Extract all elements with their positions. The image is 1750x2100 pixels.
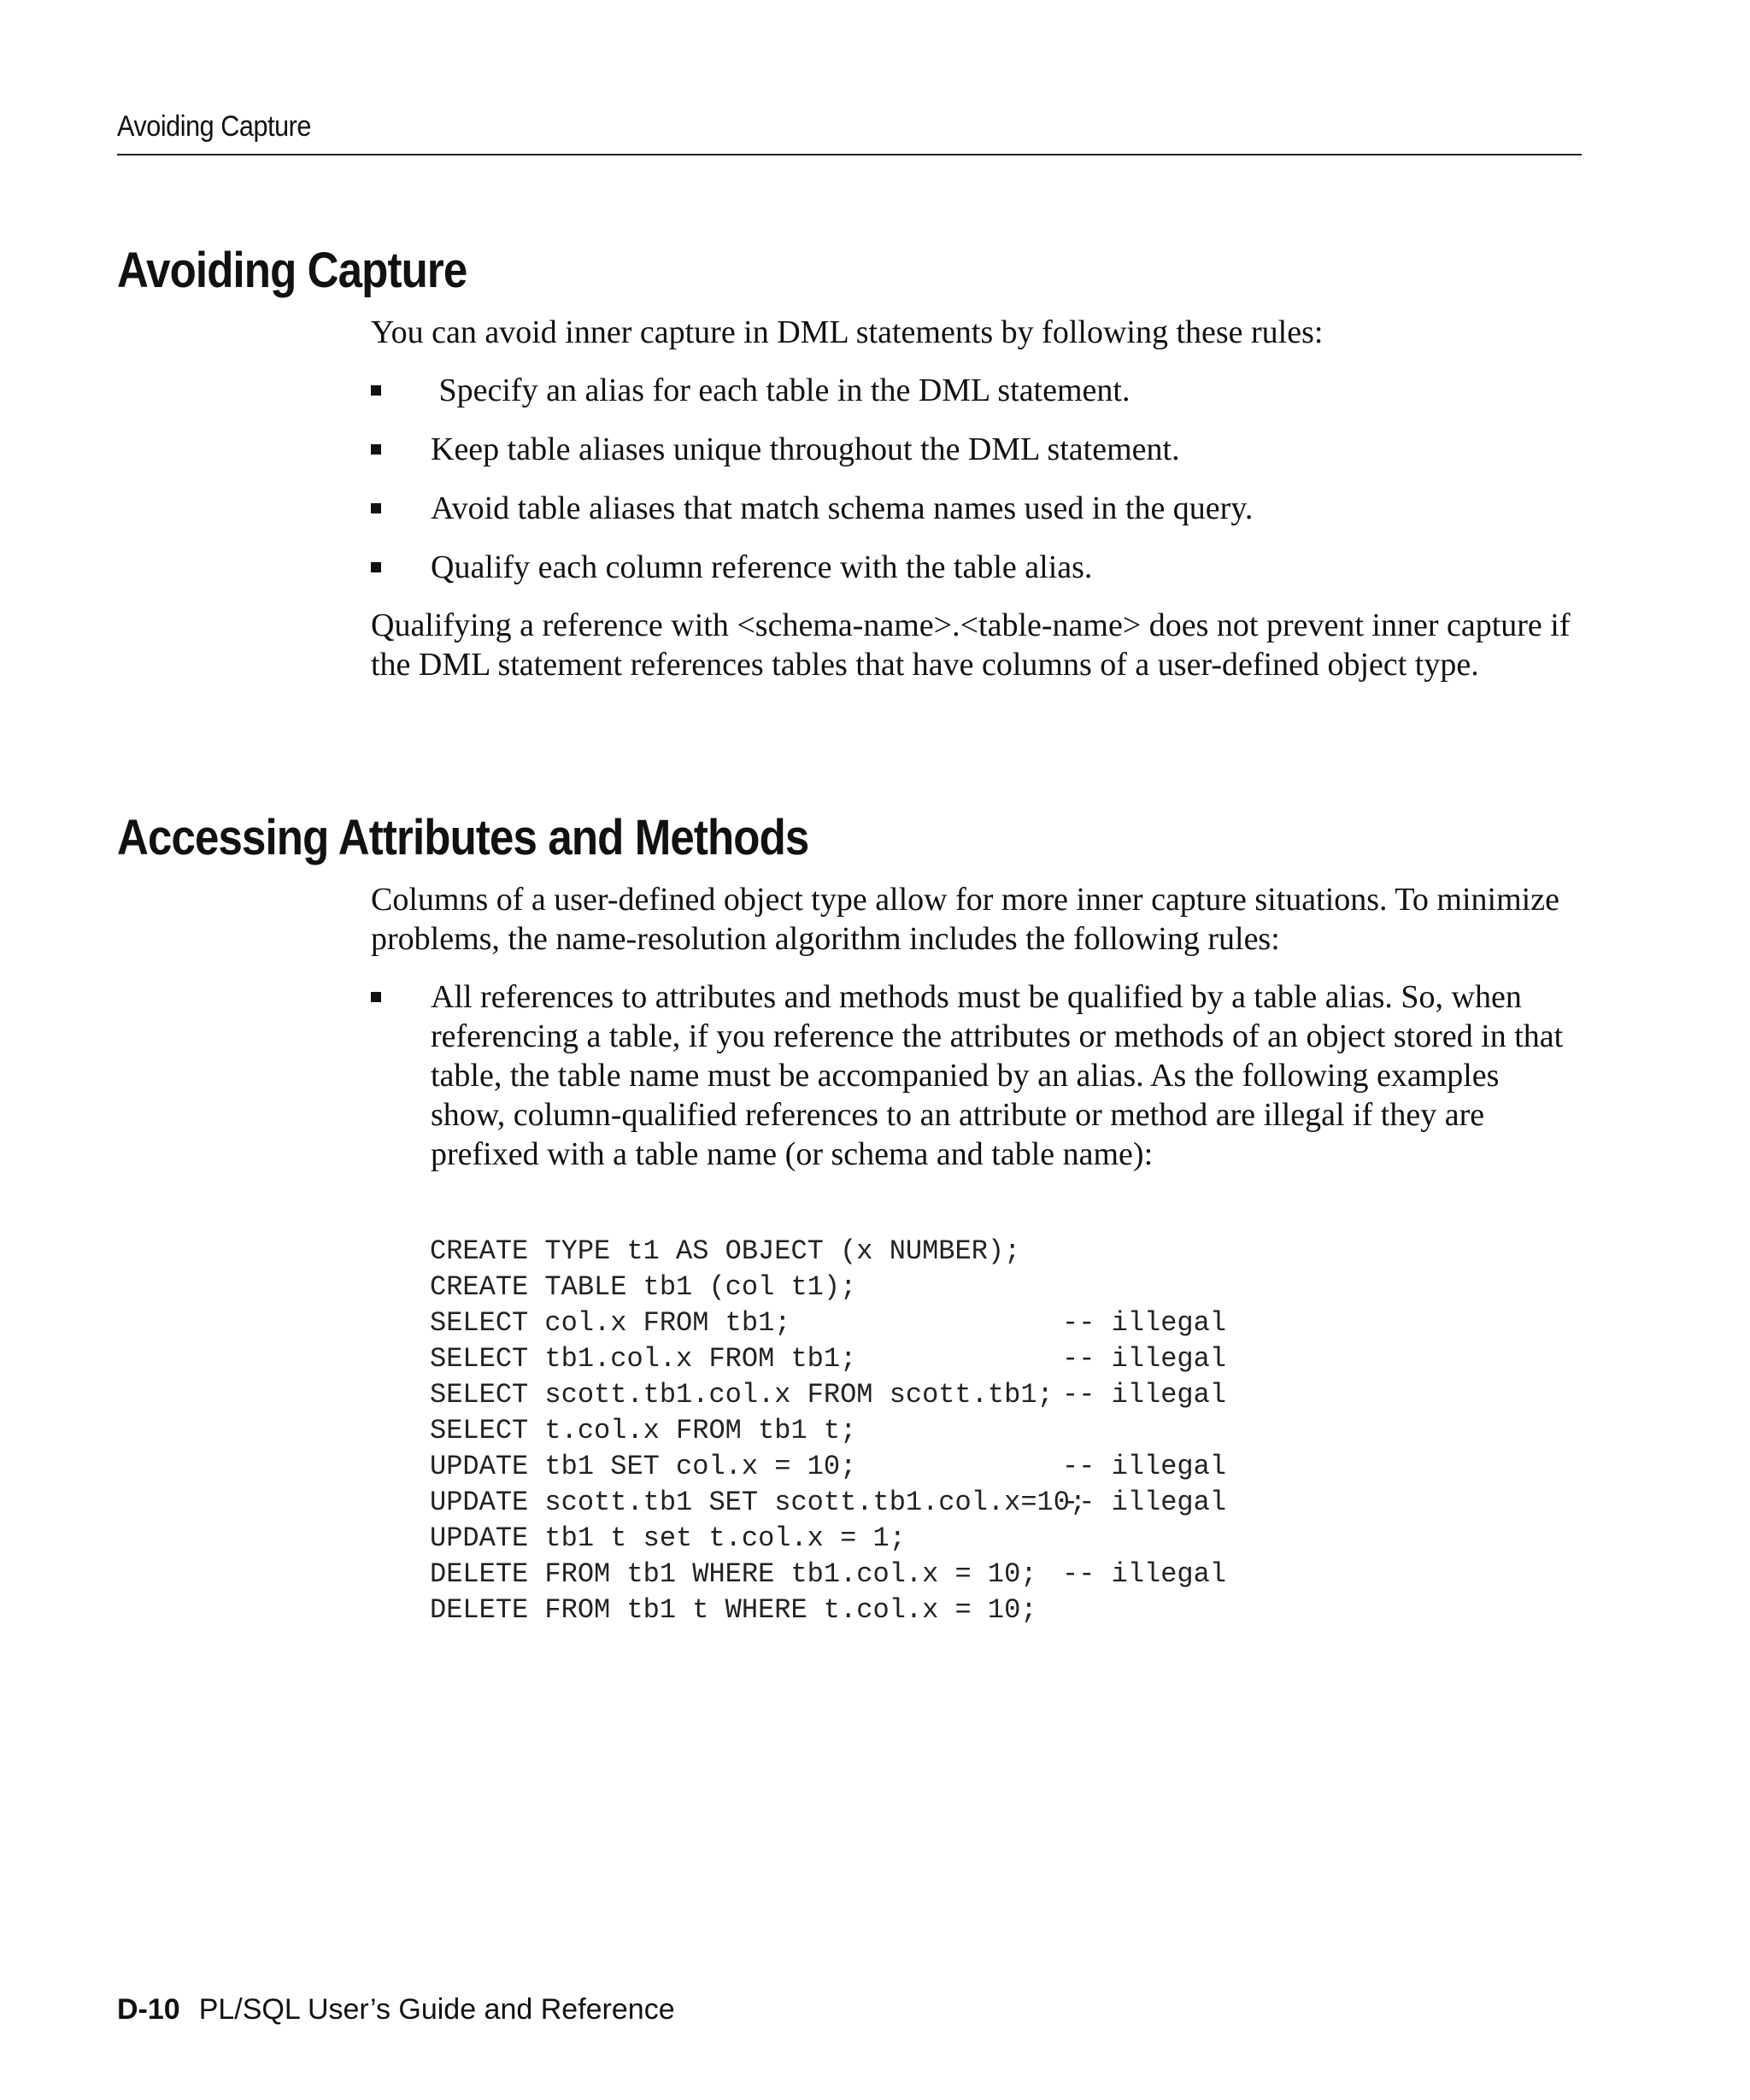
code-comment: -- illegal [1062, 1307, 1227, 1339]
list-item [371, 548, 1576, 587]
code-statement: SELECT col.x FROM tb1; [430, 1307, 791, 1339]
running-footer [117, 1991, 675, 2028]
avoiding-capture-body [371, 313, 1576, 684]
section-heading-accessing-attributes: Accessing Attributes and Methods [117, 810, 809, 865]
list-item-text: Specify an alias for each table in the DML statement. [431, 372, 1130, 408]
code-example [430, 1234, 1226, 1628]
list-item [371, 489, 1576, 528]
accessing-attributes-rules-list [371, 977, 1576, 1174]
list-item-text: Keep table aliases unique throughout the DML statement. [431, 431, 1180, 467]
avoiding-capture-rules-list [371, 371, 1576, 587]
code-line [430, 1449, 1226, 1485]
bullet-icon [371, 992, 381, 1002]
page-number: D-10 [117, 1993, 180, 2026]
code-statement: SELECT tb1.col.x FROM tb1; [430, 1343, 857, 1375]
code-line [430, 1521, 1226, 1557]
accessing-attributes-body [371, 880, 1576, 1174]
code-statement: UPDATE tb1 t set t.col.x = 1; [430, 1522, 906, 1554]
list-item [371, 371, 1576, 410]
code-statement: UPDATE tb1 SET col.x = 10; [430, 1451, 857, 1482]
schema-qualification-note: Qualifying a reference with <schema-name>.<table-name> does not prevent inner capture if the DML statement references tables that have columns of a user-defined object type. [371, 607, 1571, 683]
list-item [371, 977, 1576, 1174]
code-comment: -- illegal [1062, 1558, 1227, 1590]
code-statement: DELETE FROM tb1 WHERE tb1.col.x = 10; [430, 1558, 1037, 1590]
code-line [430, 1377, 1226, 1413]
bullet-icon [371, 503, 381, 513]
code-statement: CREATE TABLE tb1 (col t1); [430, 1271, 857, 1303]
avoiding-capture-intro: You can avoid inner capture in DML statements by following these rules: [371, 314, 1324, 350]
bullet-icon [371, 385, 381, 396]
running-header-title: Avoiding Capture [117, 110, 311, 143]
code-line [430, 1234, 1226, 1270]
code-statement: UPDATE scott.tb1 SET scott.tb1.col.x=10; [430, 1487, 1087, 1518]
code-line [430, 1413, 1226, 1449]
code-line [430, 1270, 1226, 1305]
code-comment: -- illegal [1062, 1379, 1227, 1411]
code-line [430, 1341, 1226, 1377]
list-item-text: All references to attributes and methods must be qualified by a table alias. So, when referencing a table, if you reference the attributes or methods of an object stored in that table, the table name must be accompanied by an alias. As the following examples show, column-qualified references to an attribute or method are illegal if they are prefixed with a table name (or schema and table name): [431, 979, 1564, 1172]
bullet-icon [371, 562, 381, 572]
code-line [430, 1557, 1226, 1593]
code-statement: SELECT t.col.x FROM tb1 t; [430, 1415, 857, 1446]
section-heading-avoiding-capture: Avoiding Capture [117, 243, 467, 298]
list-item-text: Avoid table aliases that match schema names used in the query. [431, 490, 1254, 526]
code-statement: CREATE TYPE t1 AS OBJECT (x NUMBER); [430, 1235, 1021, 1267]
code-statement: DELETE FROM tb1 t WHERE t.col.x = 10; [430, 1594, 1037, 1626]
bullet-icon [371, 444, 381, 455]
code-statement: SELECT scott.tb1.col.x FROM scott.tb1; [430, 1379, 1054, 1411]
list-item [371, 430, 1576, 469]
code-comment: -- illegal [1062, 1343, 1227, 1375]
code-comment: -- illegal [1062, 1487, 1227, 1518]
code-line [430, 1485, 1226, 1521]
code-line [430, 1305, 1226, 1341]
code-line [430, 1593, 1226, 1628]
running-header [117, 108, 1582, 155]
accessing-attributes-intro: Columns of a user-defined object type allow for more inner capture situations. To minimize problems, the name-resolution algorithm includes the following rules: [371, 882, 1559, 957]
list-item-text: Qualify each column reference with the table alias. [431, 549, 1093, 585]
code-comment: -- illegal [1062, 1451, 1227, 1482]
book-title: PL/SQL User’s Guide and Reference [198, 1993, 675, 2026]
